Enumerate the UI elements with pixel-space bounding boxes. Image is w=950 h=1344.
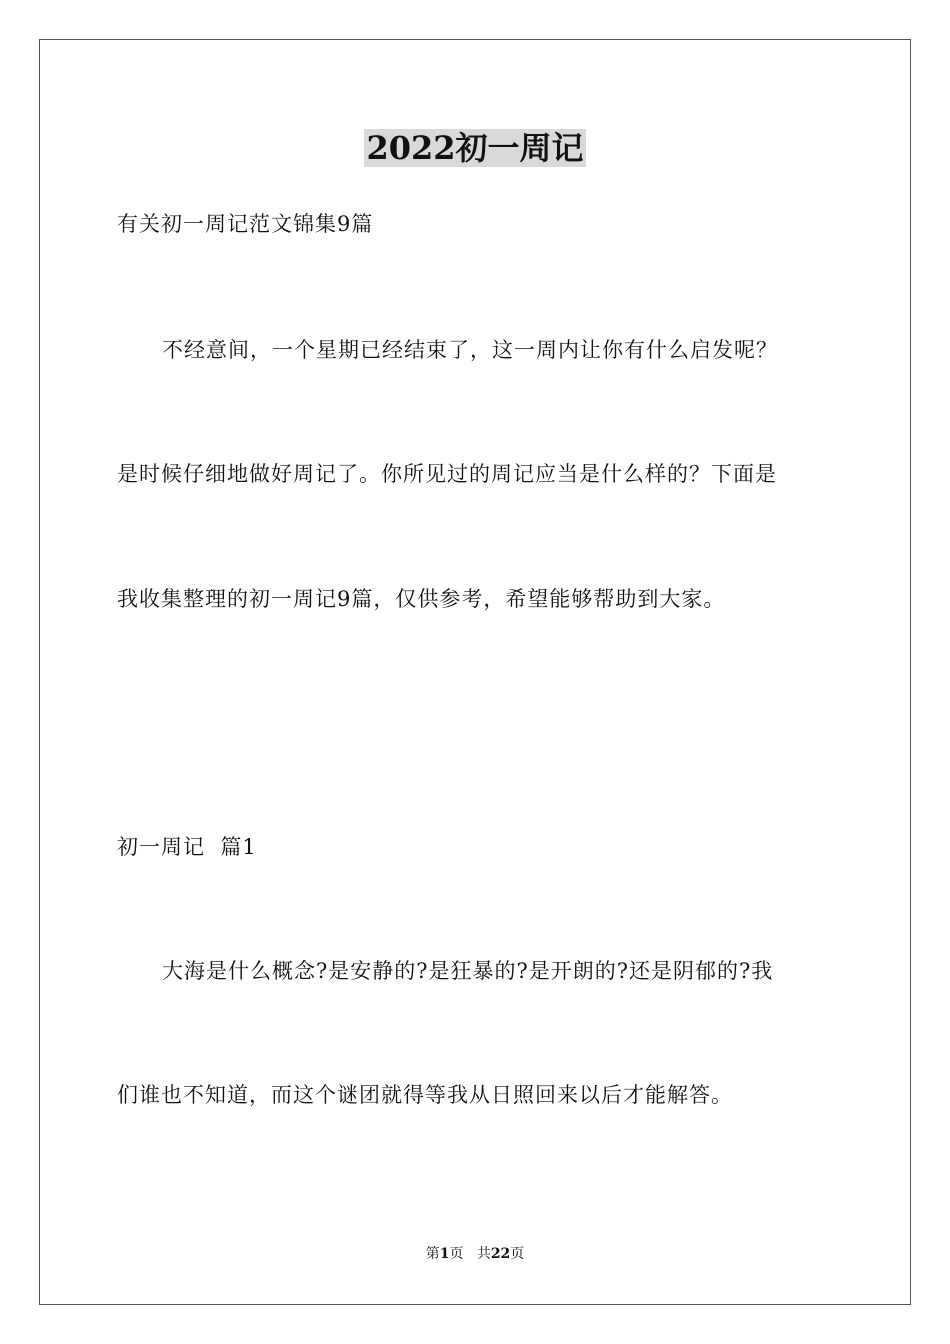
footer-total-suffix: 页 [510, 1246, 525, 1262]
footer-page-prefix: 第 [425, 1246, 440, 1262]
section-heading: 初一周记 篇1 [117, 835, 257, 859]
intro-line-3: 我收集整理的初一周记9篇，仅供参考，希望能够帮助到大家。 [117, 587, 726, 611]
document-subtitle: 有关初一周记范文锦集9篇 [117, 212, 374, 236]
footer-page-number: 1 [439, 1246, 450, 1262]
document-title-text: 2022初一周记 [366, 129, 584, 167]
page-footer [0, 1244, 950, 1264]
document-title [0, 126, 950, 170]
section-line-2: 们谁也不知道，而这个谜团就得等我从日照回来以后才能解答。 [117, 1083, 733, 1107]
footer-total-pages: 22 [490, 1246, 511, 1262]
footer-page-suffix: 页 [449, 1246, 464, 1262]
intro-line-1: 不经意间，一个星期已经结束了，这一周内让你有什么启发呢？ [162, 338, 778, 362]
intro-line-2: 是时候仔细地做好周记了。你所见过的周记应当是什么样的？下面是 [117, 462, 777, 486]
footer-total-prefix: 共 [476, 1246, 491, 1262]
section-line-1: 大海是什么概念?是安静的?是狂暴的?是开朗的?还是阴郁的?我 [162, 959, 774, 983]
